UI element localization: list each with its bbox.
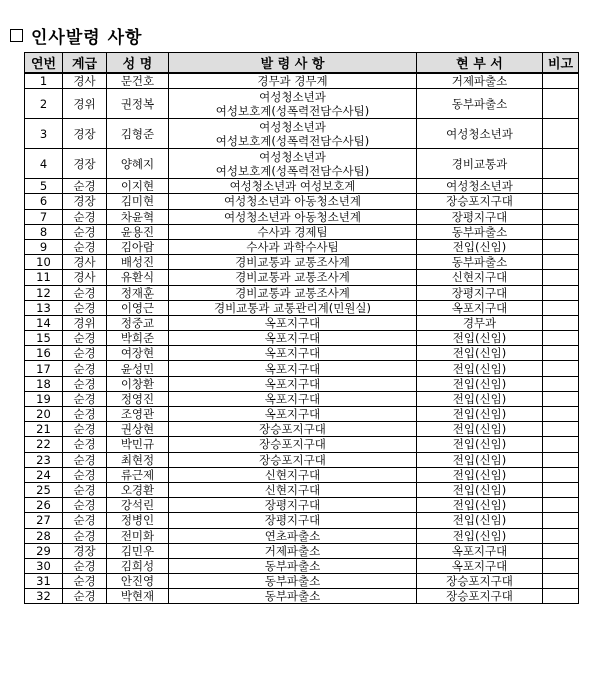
cell-name: 박희준 (107, 331, 169, 346)
appointment-line: 장평지구대 (264, 498, 321, 513)
cell-note (543, 255, 579, 270)
cell-rank: 경위 (63, 315, 107, 330)
cell-rank: 순경 (63, 558, 107, 573)
cell-name: 김희성 (107, 558, 169, 573)
cell-no: 17 (25, 361, 63, 376)
appointment-line: 옥포지구대 (264, 391, 321, 406)
cell-rank: 경사 (63, 255, 107, 270)
cell-rank: 순경 (63, 391, 107, 406)
cell-rank: 순경 (63, 482, 107, 497)
cell-appointment (169, 331, 417, 346)
cell-note (543, 224, 579, 239)
cell-no: 8 (25, 224, 63, 239)
cell-no: 21 (25, 422, 63, 437)
cell-note (543, 119, 579, 149)
cell-appointment (169, 589, 417, 604)
cell-current-dept: 경무과 (417, 315, 543, 330)
cell-note (543, 528, 579, 543)
cell-current-dept: 여성청소년과 (417, 179, 543, 194)
cell-no: 4 (25, 149, 63, 179)
cell-note (543, 467, 579, 482)
cell-note (543, 437, 579, 452)
cell-note (543, 558, 579, 573)
cell-name: 이창환 (107, 376, 169, 391)
cell-note (543, 543, 579, 558)
cell-rank: 경사 (63, 270, 107, 285)
cell-note (543, 285, 579, 300)
cell-rank: 순경 (63, 407, 107, 422)
cell-note (543, 407, 579, 422)
appointment-line: 수사과 과학수사팀 (246, 240, 339, 255)
cell-no: 9 (25, 239, 63, 254)
cell-note (543, 331, 579, 346)
cell-appointment (169, 482, 417, 497)
cell-name: 김아람 (107, 239, 169, 254)
appointment-line: 장평지구대 (264, 513, 321, 528)
table-row (25, 528, 579, 543)
cell-no: 31 (25, 574, 63, 589)
cell-note (543, 361, 579, 376)
cell-rank: 순경 (63, 209, 107, 224)
cell-name: 박현재 (107, 589, 169, 604)
cell-appointment (169, 89, 417, 119)
table-row (25, 73, 579, 89)
cell-no: 32 (25, 589, 63, 604)
cell-note (543, 498, 579, 513)
cell-appointment (169, 467, 417, 482)
cell-rank: 순경 (63, 346, 107, 361)
cell-name: 최현정 (107, 452, 169, 467)
cell-no: 3 (25, 119, 63, 149)
cell-current-dept: 전입(신임) (417, 528, 543, 543)
cell-no: 26 (25, 498, 63, 513)
cell-no: 27 (25, 513, 63, 528)
cell-note (543, 452, 579, 467)
cell-name: 전미화 (107, 528, 169, 543)
cell-appointment (169, 437, 417, 452)
table-row (25, 346, 579, 361)
table-row (25, 194, 579, 209)
cell-current-dept: 장평지구대 (417, 285, 543, 300)
cell-current-dept: 전입(신임) (417, 407, 543, 422)
cell-no: 22 (25, 437, 63, 452)
table-row (25, 422, 579, 437)
table-row (25, 467, 579, 482)
cell-current-dept: 장승포지구대 (417, 589, 543, 604)
table-row (25, 149, 579, 179)
appointment-line: 옥포지구대 (264, 407, 321, 422)
appointment-line: 수사과 경제팀 (257, 224, 328, 239)
cell-no: 16 (25, 346, 63, 361)
table-row (25, 376, 579, 391)
cell-no: 11 (25, 270, 63, 285)
cell-current-dept: 동부파출소 (417, 224, 543, 239)
cell-no: 5 (25, 179, 63, 194)
appointment-line: 옥포지구대 (264, 331, 321, 346)
table-header-row (25, 53, 579, 74)
cell-name: 김민우 (107, 543, 169, 558)
cell-rank: 경장 (63, 149, 107, 179)
cell-current-dept: 전입(신임) (417, 498, 543, 513)
cell-name: 정중교 (107, 315, 169, 330)
table-row (25, 391, 579, 406)
table-row (25, 574, 579, 589)
appointment-line: 거제파출소 (264, 543, 321, 558)
cell-no: 1 (25, 73, 63, 89)
cell-name: 윤성민 (107, 361, 169, 376)
cell-appointment (169, 513, 417, 528)
cell-no: 19 (25, 391, 63, 406)
cell-current-dept: 옥포지구대 (417, 543, 543, 558)
cell-name: 김미현 (107, 194, 169, 209)
cell-name: 강석린 (107, 498, 169, 513)
cell-rank: 순경 (63, 224, 107, 239)
cell-note (543, 513, 579, 528)
cell-rank: 순경 (63, 285, 107, 300)
cell-note (543, 89, 579, 119)
table-row (25, 270, 579, 285)
cell-no: 12 (25, 285, 63, 300)
cell-note (543, 315, 579, 330)
cell-current-dept: 거제파출소 (417, 73, 543, 89)
appointment-line: 여성청소년과 (259, 149, 326, 164)
cell-current-dept: 전입(신임) (417, 452, 543, 467)
table-row (25, 513, 579, 528)
cell-appointment (169, 376, 417, 391)
cell-name: 권정복 (107, 89, 169, 119)
cell-name: 김형준 (107, 119, 169, 149)
cell-appointment (169, 452, 417, 467)
cell-name: 박민규 (107, 437, 169, 452)
cell-appointment (169, 270, 417, 285)
cell-appointment (169, 528, 417, 543)
cell-appointment (169, 361, 417, 376)
table-row (25, 285, 579, 300)
cell-rank: 순경 (63, 300, 107, 315)
cell-name: 차윤혁 (107, 209, 169, 224)
cell-note (543, 300, 579, 315)
cell-appointment (169, 285, 417, 300)
cell-rank: 순경 (63, 498, 107, 513)
cell-appointment (169, 574, 417, 589)
cell-current-dept: 장승포지구대 (417, 574, 543, 589)
cell-no: 28 (25, 528, 63, 543)
table-row (25, 543, 579, 558)
cell-no: 13 (25, 300, 63, 315)
table-row (25, 239, 579, 254)
table-row (25, 255, 579, 270)
appointment-line: 여성청소년과 여성보호계 (229, 179, 356, 194)
cell-current-dept: 전입(신임) (417, 239, 543, 254)
cell-current-dept: 경비교통과 (417, 149, 543, 179)
cell-name: 권상현 (107, 422, 169, 437)
cell-name: 류근제 (107, 467, 169, 482)
cell-rank: 순경 (63, 179, 107, 194)
table-row (25, 224, 579, 239)
cell-current-dept: 장평지구대 (417, 209, 543, 224)
cell-appointment (169, 149, 417, 179)
header-no: 연번 (25, 53, 63, 74)
table-row (25, 209, 579, 224)
cell-appointment (169, 391, 417, 406)
cell-current-dept: 옥포지구대 (417, 558, 543, 573)
appointment-table (24, 52, 579, 604)
table-row (25, 437, 579, 452)
cell-no: 23 (25, 452, 63, 467)
cell-note (543, 574, 579, 589)
cell-rank: 경장 (63, 543, 107, 558)
cell-no: 20 (25, 407, 63, 422)
cell-note (543, 589, 579, 604)
cell-name: 정재훈 (107, 285, 169, 300)
appointment-line: 옥포지구대 (264, 361, 321, 376)
cell-current-dept: 신현지구대 (417, 270, 543, 285)
cell-rank: 순경 (63, 589, 107, 604)
cell-rank: 순경 (63, 422, 107, 437)
appointment-line: 동부파출소 (264, 589, 321, 604)
appointment-line: 장승포지구대 (259, 422, 326, 437)
cell-current-dept: 동부파출소 (417, 255, 543, 270)
cell-rank: 순경 (63, 574, 107, 589)
checkbox-square-icon (10, 29, 23, 42)
cell-appointment (169, 315, 417, 330)
appointment-line: 여성보호계(성폭력전담수사팀) (215, 133, 370, 148)
table-row (25, 498, 579, 513)
cell-no: 25 (25, 482, 63, 497)
appointment-line: 동부파출소 (264, 558, 321, 573)
appointment-line: 여성청소년과 (259, 119, 326, 134)
cell-name: 여장현 (107, 346, 169, 361)
table-row (25, 589, 579, 604)
header-name: 성 명 (107, 53, 169, 74)
table-row (25, 300, 579, 315)
header-current-dept: 현 부 서 (417, 53, 543, 74)
cell-rank: 순경 (63, 437, 107, 452)
cell-appointment (169, 179, 417, 194)
cell-current-dept: 전입(신임) (417, 422, 543, 437)
table-row (25, 407, 579, 422)
cell-rank: 순경 (63, 239, 107, 254)
cell-no: 10 (25, 255, 63, 270)
cell-appointment (169, 194, 417, 209)
cell-appointment (169, 209, 417, 224)
appointment-line: 동부파출소 (264, 574, 321, 589)
appointment-line: 경무과 경무계 (257, 74, 328, 89)
cell-no: 18 (25, 376, 63, 391)
cell-rank: 순경 (63, 331, 107, 346)
cell-rank: 순경 (63, 467, 107, 482)
cell-name: 이영근 (107, 300, 169, 315)
cell-note (543, 482, 579, 497)
cell-appointment (169, 73, 417, 89)
cell-note (543, 239, 579, 254)
cell-rank: 경사 (63, 73, 107, 89)
cell-name: 윤용진 (107, 224, 169, 239)
cell-name: 문건호 (107, 73, 169, 89)
appointment-line: 연초파출소 (264, 528, 321, 543)
appointment-line: 경비교통과 교통조사계 (235, 255, 350, 270)
cell-appointment (169, 558, 417, 573)
cell-appointment (169, 300, 417, 315)
table-row (25, 119, 579, 149)
table-row (25, 331, 579, 346)
cell-rank: 경위 (63, 89, 107, 119)
cell-rank: 순경 (63, 528, 107, 543)
cell-current-dept: 전입(신임) (417, 467, 543, 482)
appointment-line: 신현지구대 (264, 483, 321, 498)
cell-no: 7 (25, 209, 63, 224)
cell-current-dept: 전입(신임) (417, 376, 543, 391)
cell-name: 안진영 (107, 574, 169, 589)
header-note: 비고 (543, 53, 579, 74)
table-row (25, 452, 579, 467)
appointment-line: 경비교통과 교통조사계 (235, 285, 350, 300)
table-row (25, 315, 579, 330)
header-rank: 계급 (63, 53, 107, 74)
cell-current-dept: 전입(신임) (417, 482, 543, 497)
title-text: 인사발령 사항 (31, 27, 143, 48)
cell-current-dept: 전입(신임) (417, 331, 543, 346)
cell-current-dept: 전입(신임) (417, 361, 543, 376)
appointment-line: 신현지구대 (264, 467, 321, 482)
cell-appointment (169, 543, 417, 558)
cell-note (543, 194, 579, 209)
cell-no: 30 (25, 558, 63, 573)
cell-no: 24 (25, 467, 63, 482)
appointment-line: 여성보호계(성폭력전담수사팀) (215, 103, 370, 118)
cell-appointment (169, 407, 417, 422)
cell-note (543, 179, 579, 194)
cell-name: 정병인 (107, 513, 169, 528)
table-row (25, 361, 579, 376)
appointment-line: 경비교통과 교통관리계(민원실) (213, 300, 372, 315)
cell-name: 조영관 (107, 407, 169, 422)
cell-current-dept: 전입(신임) (417, 513, 543, 528)
document-title (10, 24, 142, 46)
cell-current-dept: 장승포지구대 (417, 194, 543, 209)
cell-appointment (169, 422, 417, 437)
header-appointment: 발 령 사 항 (169, 53, 417, 74)
cell-rank: 순경 (63, 452, 107, 467)
cell-current-dept: 동부파출소 (417, 89, 543, 119)
cell-appointment (169, 224, 417, 239)
cell-note (543, 73, 579, 89)
cell-note (543, 346, 579, 361)
appointment-line: 여성청소년과 아동청소년계 (224, 209, 361, 224)
cell-no: 29 (25, 543, 63, 558)
cell-current-dept: 전입(신임) (417, 346, 543, 361)
appointment-line: 옥포지구대 (264, 346, 321, 361)
appointment-line: 옥포지구대 (264, 376, 321, 391)
cell-rank: 순경 (63, 376, 107, 391)
cell-no: 15 (25, 331, 63, 346)
cell-no: 6 (25, 194, 63, 209)
appointment-line: 여성보호계(성폭력전담수사팀) (215, 163, 370, 178)
cell-appointment (169, 239, 417, 254)
cell-rank: 경장 (63, 119, 107, 149)
cell-rank: 순경 (63, 513, 107, 528)
cell-current-dept: 전입(신임) (417, 391, 543, 406)
cell-appointment (169, 346, 417, 361)
table-row (25, 89, 579, 119)
cell-current-dept: 옥포지구대 (417, 300, 543, 315)
cell-name: 유환식 (107, 270, 169, 285)
cell-no: 14 (25, 315, 63, 330)
appointment-line: 장승포지구대 (259, 437, 326, 452)
cell-appointment (169, 255, 417, 270)
cell-note (543, 391, 579, 406)
table-row (25, 482, 579, 497)
cell-name: 오경환 (107, 482, 169, 497)
cell-appointment (169, 498, 417, 513)
appointment-line: 여성청소년과 아동청소년계 (224, 194, 361, 209)
cell-name: 이지현 (107, 179, 169, 194)
cell-rank: 순경 (63, 361, 107, 376)
cell-name: 양혜지 (107, 149, 169, 179)
table-row (25, 179, 579, 194)
appointment-line: 옥포지구대 (264, 315, 321, 330)
table-row (25, 558, 579, 573)
cell-rank: 경장 (63, 194, 107, 209)
cell-appointment (169, 119, 417, 149)
appointment-line: 경비교통과 교통조사계 (235, 270, 350, 285)
cell-note (543, 270, 579, 285)
cell-name: 정영진 (107, 391, 169, 406)
cell-note (543, 422, 579, 437)
appointment-line: 장승포지구대 (259, 452, 326, 467)
cell-name: 배성진 (107, 255, 169, 270)
cell-current-dept: 여성청소년과 (417, 119, 543, 149)
cell-note (543, 209, 579, 224)
cell-note (543, 376, 579, 391)
cell-no: 2 (25, 89, 63, 119)
cell-note (543, 149, 579, 179)
table-body (25, 73, 579, 604)
cell-current-dept: 전입(신임) (417, 437, 543, 452)
appointment-line: 여성청소년과 (259, 89, 326, 104)
